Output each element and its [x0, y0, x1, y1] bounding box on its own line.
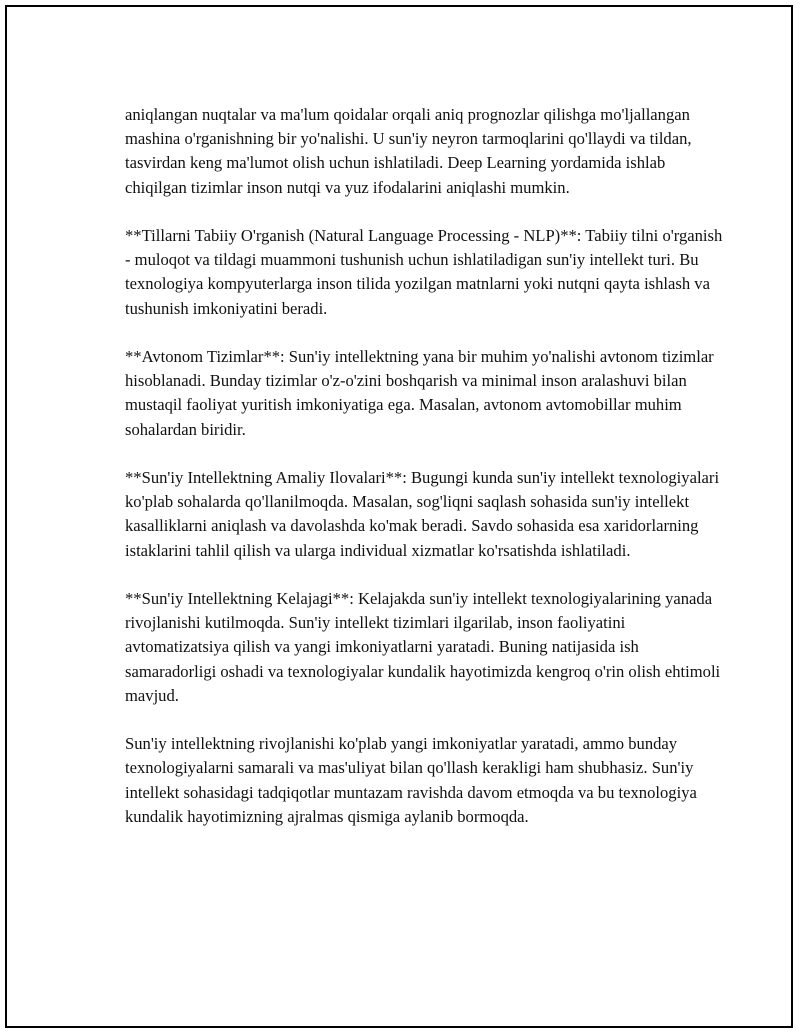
document-body: [125, 103, 725, 853]
paragraph-conclusion: Sun'iy intellektning rivojlanishi ko'plab yangi imkoniyatlar yaratadi, ammo bunday texnologiyalarni samarali va mas'uliyat bilan qo'llash kerakligi ham shubhasiz. Sun'iy intellekt sohasidagi tadqiqotlar muntazam ravishda davom etmoqda va bu texnologiya kundalik hayotimizning ajralmas qismiga aylanib bormoqda.: [125, 734, 697, 826]
paragraph-practical-applications: **Sun'iy Intellektning Amaliy Ilovalari**: Bugungi kunda sun'iy intellekt texnologiyalari ko'plab sohalarda qo'llanilmoqda. Masalan, sog'liqni saqlash sohasida sun'iy intellekt kasalliklarni aniqlash va davolashda ko'mak beradi. Savdo sohasida esa xaridorlarning istaklarini tahlil qilish va ularga individual xizmatlar ko'rsatishda ishlatiladi.: [125, 468, 720, 560]
paragraph-future: **Sun'iy Intellektning Kelajagi**: Kelajakda sun'iy intellekt texnologiyalarining yanada rivojlanishi kutilmoqda. Sun'iy intellekt tizimlari ilgarilab, inson faoliyatini avtomatizatsiya qilish va yangi imkoniyatlarni yaratadi. Buning natijasida ish samaradorligi oshadi va texnologiyalar kundalik hayotimizda kengroq o'rin olish ehtimoli mavjud.: [125, 589, 721, 705]
paragraph-deep-learning: aniqlangan nuqtalar va ma'lum qoidalar orqali aniq prognozlar qilishga mo'ljallangan mashina o'rganishning bir yo'nalishi. U sun'iy neyron tarmoqlarini qo'llaydi va tildan, tasvirdan keng ma'lumot olish uchun ishlatiladi. Deep Learning yordamida ishlab chiqilgan tizimlar inson nutqi va yuz ifodalarini aniqlashi mumkin.: [125, 105, 692, 197]
paragraph-nlp: **Tillarni Tabiiy O'rganish (Natural Language Processing - NLP)**: Tabiiy tilni o'rganish - muloqot va tildagi muammoni tushunish uchun ishlatiladigan sun'iy intellekt turi. Bu texnologiya kompyuterlarga inson tilida yozilgan matnlarni yoki nutqni qayta ishlash va tushunish imkoniyatini beradi.: [125, 226, 723, 318]
paragraph-autonomous-systems: **Avtonom Tizimlar**: Sun'iy intellektning yana bir muhim yo'nalishi avtonom tizimlar hisoblanadi. Bunday tizimlar o'z-o'zini boshqarish va minimal inson aralashuvi bilan mustaqil faoliyat yuritish imkoniyatiga ega. Masalan, avtonom avtomobillar muhim sohalardan biridir.: [125, 347, 714, 439]
page-frame: [5, 5, 793, 1028]
